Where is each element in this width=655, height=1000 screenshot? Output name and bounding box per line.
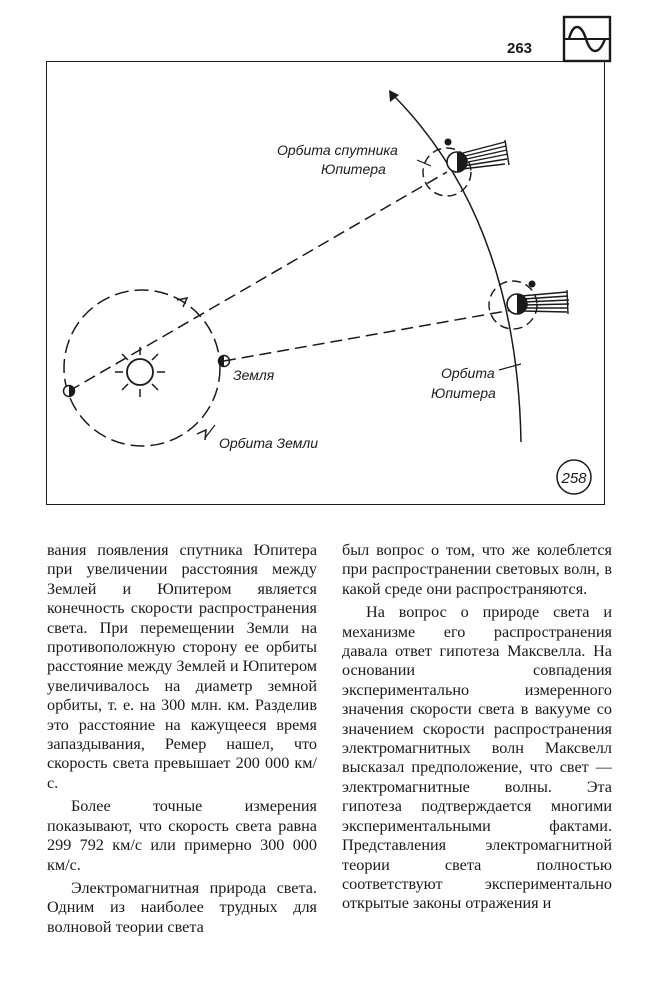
jupiter-orbit-label: Орбита [441, 365, 495, 381]
jupiter-satellite-diagram [47, 62, 606, 506]
page-number: 263 [507, 40, 533, 57]
text-column-left [47, 541, 317, 937]
paragraph: Электромагнитная природа света. Одним из наиболее трудных для волновой теории света [47, 878, 317, 936]
text-column-right [342, 541, 612, 914]
jupiter-orbit-label: Юпитера [431, 385, 496, 401]
sight-line [69, 172, 447, 391]
earth-label: Земля [233, 367, 275, 383]
sight-line [224, 310, 512, 361]
earth-orbit-label: Орбита Земли [219, 435, 319, 451]
figure-number-badge [557, 460, 591, 494]
sun-icon [115, 347, 165, 397]
satellite-orbit-label: Орбита спутника [277, 142, 398, 158]
earth-orbit-arrow-icon [197, 430, 206, 440]
wave-section-icon [562, 15, 612, 63]
figure-number: 258 [561, 470, 587, 487]
earth-orbit-arrow-icon [177, 298, 187, 307]
paragraph: вания появления спутника Юпитера при увеличении расстояния между Землей и Юпитером является конечность скорости распространения света. При перемещении Земли на противоположную сторону ее орбиты расстояние между Землей и Юпитером увеличивалось на диаметр земной орбиты, т. е. на 300 млн. км. Разделив это расстояние на кажущееся время запаздывания, Ремер нашел, что скорость света превышает 200 000 км/с. [47, 541, 317, 792]
paragraph: был вопрос о том, что же колеблется при распространении световых волн, в какой среде они распространяются. [342, 541, 612, 598]
paragraph: На вопрос о природе света и механизме его распространения давала ответ гипотеза Максвелла. На основании совпадения экспериментально измеренного значения скорости света в вакууме со значением скорости распространения электромагнитных волн Максвелл высказал предположение, что свет — электромагнитные волны. Эта гипотеза подтверждается многими экспериментальными фактами. Представления электромагнитной теории света полностью соответствуют экспериментально открытые законы отражения и [342, 603, 612, 913]
satellite-orbit-label: Юпитера [321, 161, 386, 177]
paragraph: Более точные измерения показывают, что скорость света равна 299 792 км/с или примерно 300 000 км/с. [47, 797, 317, 874]
figure-frame [46, 61, 605, 505]
